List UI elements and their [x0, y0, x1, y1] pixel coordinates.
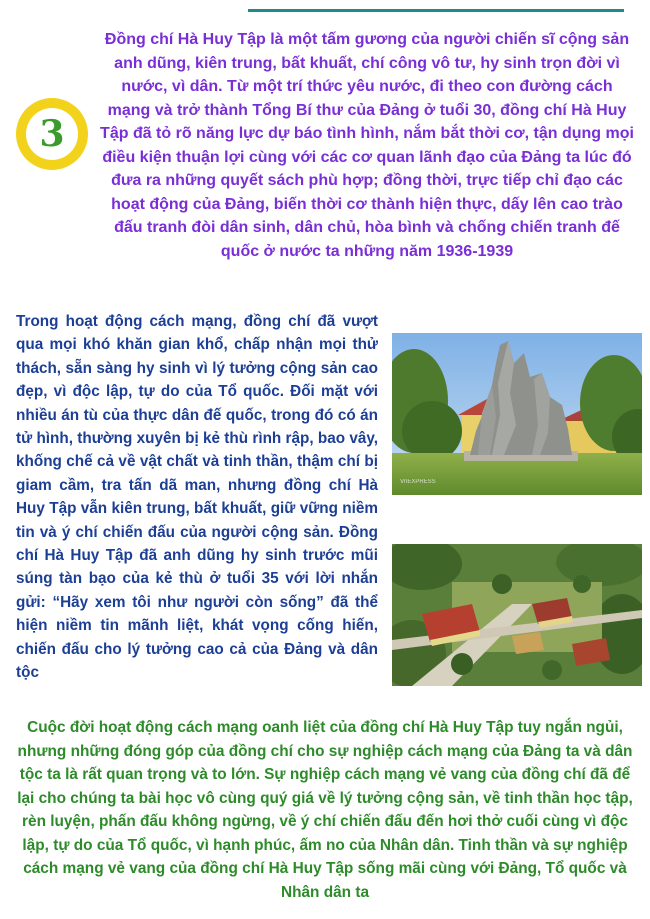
aerial-memorial-photo [392, 544, 642, 686]
monument-photo [392, 333, 642, 495]
intro-paragraph: Đồng chí Hà Huy Tập là một tấm gương của người chiến sĩ cộng sản anh dũng, kiên trung, bất khuất, chí công vô tư, hy sinh trọn đời vì nước, vì dân. Từ một trí thức yêu nước, đi theo con đường cách mạng và trở thành Tổng Bí thư của Đảng ở tuổi 30, đồng chí Hà Huy Tập đã tỏ rõ năng lực dự báo tình hình, nắm bắt thời cơ, tận dụng mọi điều kiện thuận lợi cùng với các cơ quan lãnh đạo của Đảng ta lúc đó đưa ra những quyết sách phù hợp; đồng thời, trực tiếp chỉ đạo các hoạt động của Đảng, biến thời cơ thành hiện thực, dấy lên cao trào đấu tranh đòi dân sinh, dân chủ, hòa bình và chống chiến tranh đế quốc ở nước ta những năm 1936-1939 [100, 31, 634, 260]
svg-text:VnEXPRESS: VnEXPRESS [400, 479, 436, 485]
top-divider-line [248, 9, 624, 12]
closing-paragraph: Cuộc đời hoạt động cách mạng oanh liệt của đồng chí Hà Huy Tập tuy ngắn ngủi, nhưng những đóng góp của đồng chí cho sự nghiệp cách mạng của Đảng ta và dân tộc ta là rất quan trọng và to lớn. Sự nghiệp cách mạng vẻ vang của đồng chí đã để lại cho chúng ta bài học vô cùng quý giá về lý tưởng cộng sản, về tinh thần học tập, rèn luyện, phấn đấu không ngừng, về ý chí chiến đấu đến hơi thở cuối cùng vì độc lập, tự do của Tổ quốc, vì hạnh phúc, ấm no của Nhân dân. Tinh thần và sự nghiệp cách mạng vẻ vang của đồng chí Hà Huy Tập sống mãi cùng với Đảng, Tổ quốc và Nhân dân ta [17, 719, 633, 901]
body-paragraph: Trong hoạt động cách mạng, đồng chí đã vượt qua mọi khó khăn gian khổ, chấp nhận mọi thử thách, sẵn sàng hy sinh vì lý tưởng cộng sản cao đẹp, vì độc lập, tự do của Tổ quốc. Đối mặt với nhiều án tù của thực dân đế quốc, trong đó có án tử hình, thường xuyên bị kẻ thù rình rập, bao vây, khống chế cả về vật chất và tinh thần, thậm chí bị giam cầm, tra tấn dã man, nhưng đồng chí Hà Huy Tập vẫn kiên trung, bất khuất, giữ vững niềm tin và ý chí chiến đấu của người cộng sản. Đồng chí Hà Huy Tập đã anh dũng hy sinh trước mũi súng tàn bạo của kẻ thù ở tuổi 35 với lời nhắn gửi: “Hãy xem tôi như người còn sống” đã thể hiện niềm tin mãnh liệt, khát vọng cống hiến, chiến đấu cho lý tưởng cao cả của Đảng và dân tộc [16, 313, 378, 682]
section-number-badge [16, 98, 88, 170]
badge-number: 3 [26, 108, 78, 160]
